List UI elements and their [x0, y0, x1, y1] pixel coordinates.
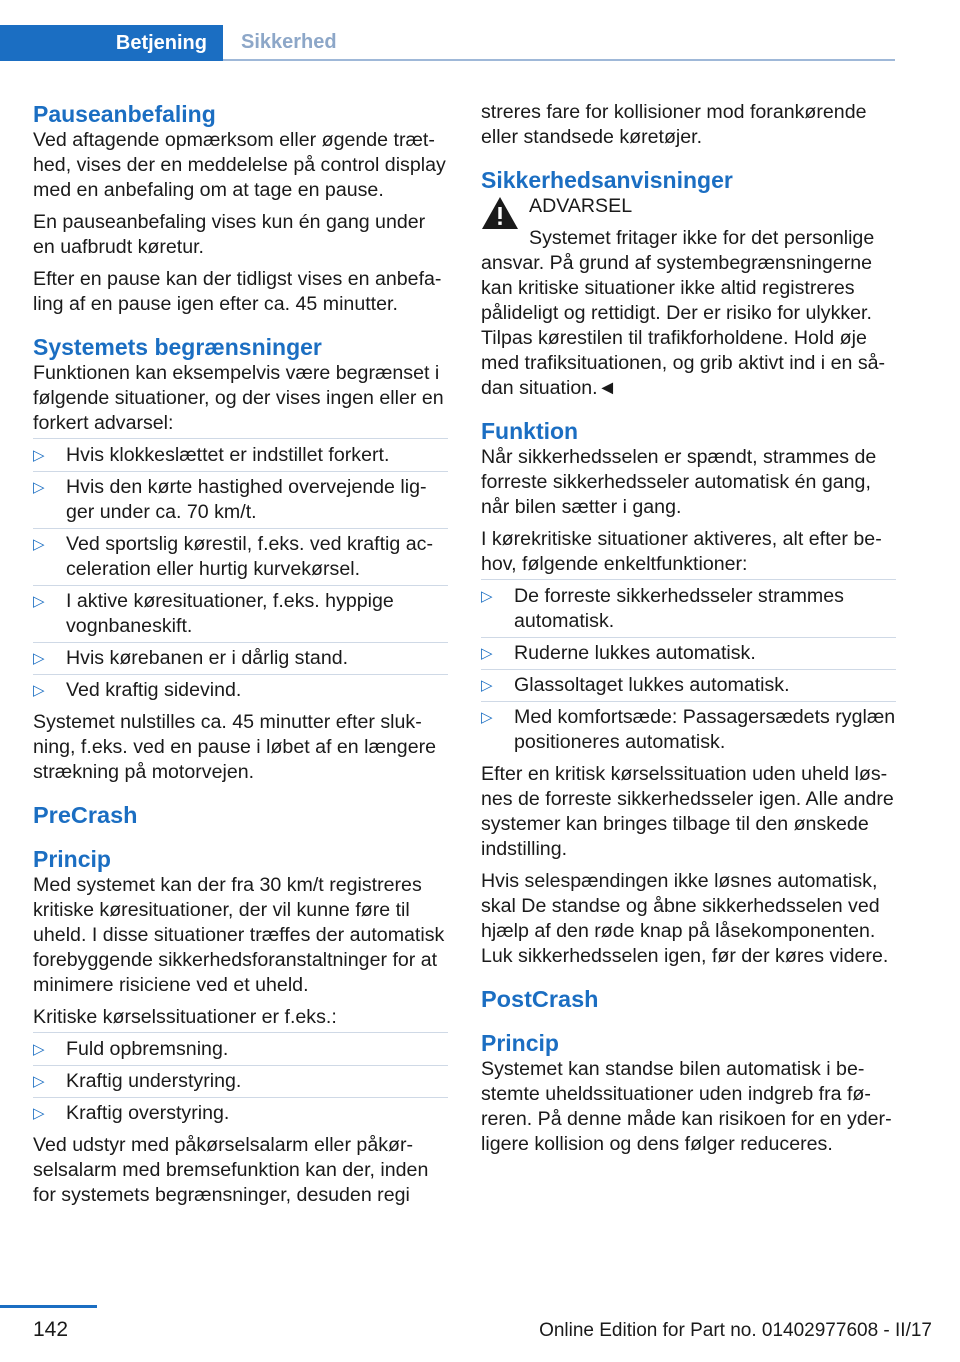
paragraph: Efter en pause kan der tidligst vises en anbefaling af en pause igen efter ca. 45 minutter. — [33, 268, 442, 315]
heading-princip: Princip — [33, 846, 111, 872]
bullet-triangle-icon: ▷ — [33, 593, 45, 610]
right-column — [481, 100, 896, 1164]
left-column — [33, 100, 448, 1215]
heading-pauseanbefaling: Pauseanbefaling — [33, 101, 216, 127]
bullet-triangle-icon: ▷ — [33, 1041, 45, 1058]
list-item: ▷ I aktive køresituationer, f.eks. hyppige vognbaneskift. — [33, 589, 448, 639]
page-number: 142 — [33, 1318, 69, 1341]
bullet-triangle-icon: ▷ — [481, 645, 493, 662]
paragraph: Hvis selespændingen ikke løsnes automatisk, skal De standse og åbne sikkerhedsselen ved hjælp af den røde knap på låsekomponenten. Luk sikkerhedsselen igen, før der køres videre. — [481, 870, 889, 967]
bullet-triangle-icon: ▷ — [33, 650, 45, 667]
bullet-triangle-icon: ▷ — [481, 588, 493, 605]
edition-note: Online Edition for Part no. 01402977608 - II/17 — [539, 1320, 932, 1341]
list-item: ▷ Hvis kørebanen er i dårlig stand. — [33, 646, 448, 671]
list-item: ▷ Hvis klokkeslættet er indstillet forkert. — [33, 443, 448, 468]
paragraph: I kørekritiske situationer aktiveres, alt efter behov, følgende enkeltfunktioner: — [481, 528, 882, 575]
list-item: ▷ Med komfortsæde: Passagersædets ryglæn positioneres automatisk. — [481, 706, 896, 753]
warning-label: ADVARSEL — [529, 195, 633, 217]
tab-betjening[interactable]: Betjening — [0, 25, 223, 61]
heading-sikkerhedsanvisninger: Sikkerhedsanvisninger — [481, 167, 733, 193]
heading-princip-2: Princip — [481, 1030, 559, 1056]
paragraph: streres fare for kollisioner mod forankørende eller standsede køretøjer. — [481, 101, 867, 148]
list-item: ▷ Ved kraftig sidevind. — [33, 678, 448, 703]
bullet-triangle-icon: ▷ — [33, 682, 45, 699]
limits-list — [33, 443, 448, 703]
paragraph: Ved udstyr med påkørselsalarm eller påkørselsalarm med bremsefunktion kan der, inden for systemets begrænsninger, desuden regi — [33, 1134, 429, 1206]
functions-list — [481, 584, 896, 755]
footer-rule — [0, 1305, 97, 1308]
paragraph: Efter en kritisk kørselssituation uden uheld løsnes de forreste sikkerhedsseler igen. Alle andre systemer kan bringes tilbage til den ønskede indstilling. — [481, 763, 894, 860]
paragraph: Systemet kan standse bilen automatisk i bestemte uheldssituationer uden indgreb fra føreren. På denne måde kan risikoen for en yderligere kollision og dens følger reduceres. — [481, 1058, 892, 1155]
warning-triangle-icon — [481, 196, 519, 230]
heading-systemets-begraensninger: Systemets begrænsninger — [33, 334, 322, 360]
list-item: ▷ Ved sportslig kørestil, f.eks. ved kraftig acceleration eller hurtig kurvekørsel. — [33, 532, 448, 582]
warning-text: ansvar. På grund af systembegrænsningerne kan kritiske situationer ikke altid registreres pålideligt og rettidigt. Der er risiko for ulykker. Tilpas kørestilen til trafikforholdene. Hold øje med trafiksituationen, og grib aktivt ind i en sådan situation.◄ — [481, 252, 886, 399]
paragraph: Kritiske kørselssituationer er f.eks.: — [33, 1006, 337, 1028]
list-item: ▷ Kraftig overstyring. — [33, 1101, 448, 1126]
paragraph: Funktionen kan eksempelvis være begrænset i følgende situationer, og der vises ingen eller en forkert advarsel: — [33, 362, 444, 434]
bullet-triangle-icon: ▷ — [481, 677, 493, 694]
section-tabs — [0, 25, 895, 61]
critical-situations-list — [33, 1037, 448, 1126]
list-item: ▷ De forreste sikkerhedsseler strammes automatisk. — [481, 584, 896, 634]
bullet-triangle-icon: ▷ — [33, 447, 45, 464]
paragraph: Når sikkerhedsselen er spændt, strammes de forreste sikkerhedsseler automatisk én gang, når bilen sætter i gang. — [481, 446, 877, 518]
list-item: ▷ Glassoltaget lukkes automatisk. — [481, 673, 896, 698]
warning-block — [481, 194, 896, 251]
bullet-triangle-icon: ▷ — [33, 536, 45, 553]
bullet-triangle-icon: ▷ — [33, 1105, 45, 1122]
list-item: ▷ Hvis den kørte hastighed overvejende ligger under ca. 70 km/t. — [33, 475, 448, 525]
heading-funktion: Funktion — [481, 418, 579, 444]
paragraph: Systemet nulstilles ca. 45 minutter efter slukning, f.eks. ved en pause i løbet af en længere strækning på motorvejen. — [33, 711, 437, 783]
paragraph: Ved aftagende opmærksom eller øgende træthed, vises der en meddelelse på control display med en anbefaling om at tage en pause. — [33, 129, 446, 201]
bullet-triangle-icon: ▷ — [33, 479, 45, 496]
heading-precrash: PreCrash — [33, 802, 138, 828]
warning-text-first-line: Systemet fritager ikke for det personlige — [529, 227, 875, 249]
paragraph: En pauseanbefaling vises kun én gang under en uafbrudt køretur. — [33, 211, 426, 258]
list-item: ▷ Fuld opbremsning. — [33, 1037, 448, 1062]
list-item: ▷ Ruderne lukkes automatisk. — [481, 641, 896, 666]
tab-sikkerhed[interactable]: Sikkerhed — [223, 25, 895, 61]
bullet-triangle-icon: ▷ — [33, 1073, 45, 1090]
bullet-triangle-icon: ▷ — [481, 709, 493, 726]
list-item: ▷ Kraftig understyring. — [33, 1069, 448, 1094]
paragraph: Med systemet kan der fra 30 km/t registreres kritiske køresituationer, der vil kunne føre til uheld. I disse situationer træffes der automatisk forebyggende sikkerhedsforanstaltninger for at minimere risiciene ved et uheld. — [33, 874, 445, 996]
heading-postcrash: PostCrash — [481, 986, 599, 1012]
